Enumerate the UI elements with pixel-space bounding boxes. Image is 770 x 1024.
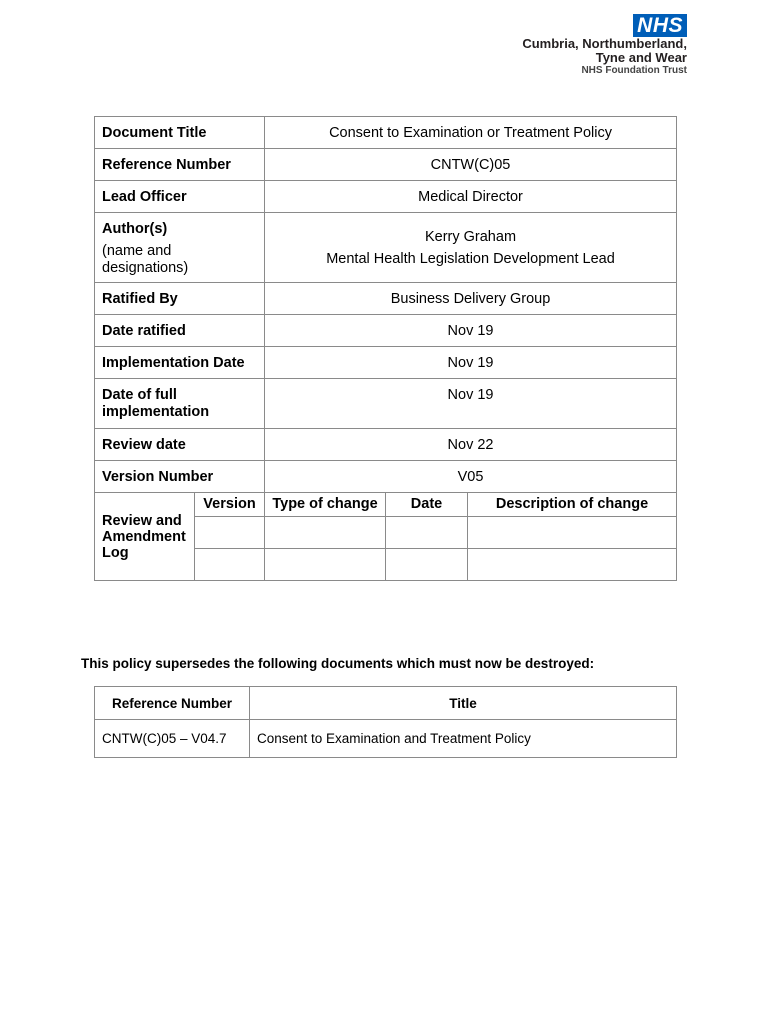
authors-sublabel-line-1: (name and [102, 243, 172, 259]
trust-logo [522, 14, 687, 76]
authors-sublabel-line-2: designations) [102, 260, 189, 276]
author-name: Kerry Graham [424, 228, 517, 245]
amendment-log-header-row [95, 493, 677, 517]
row-version-number [95, 461, 677, 493]
lead-officer-value: Medical Director [265, 181, 677, 213]
version-number-label: Version Number [95, 461, 265, 493]
log-col-version: Version [195, 493, 265, 517]
log-col-date: Date [386, 493, 468, 517]
amendment-log-label [95, 493, 195, 581]
authors-value [265, 213, 677, 283]
row-lead-officer [95, 181, 677, 213]
log-cell [386, 517, 468, 549]
log-cell [265, 517, 386, 549]
amendment-log-label-line-3: Log [102, 544, 129, 561]
row-full-implementation [95, 379, 677, 429]
supersedes-note: This policy supersedes the following documents which must now be destroyed: [81, 656, 595, 671]
full-implementation-value: Nov 19 [265, 379, 677, 429]
superseded-header-row [95, 687, 677, 720]
document-control-table [94, 116, 677, 581]
log-col-description: Description of change [468, 493, 677, 517]
version-number-value: V05 [265, 461, 677, 493]
row-document-title [95, 117, 677, 149]
nhs-logo: NHS [633, 14, 687, 37]
review-date-label: Review date [95, 429, 265, 461]
row-date-ratified [95, 315, 677, 347]
authors-label: Author(s) [102, 221, 168, 237]
date-ratified-value: Nov 19 [265, 315, 677, 347]
row-ratified-by [95, 283, 677, 315]
document-title-value: Consent to Examination or Treatment Policy [265, 117, 677, 149]
trust-name-line-1: Cumbria, Northumberland, [522, 36, 687, 51]
log-cell [386, 549, 468, 581]
authors-cell [95, 213, 265, 283]
full-implementation-label-line-2: implementation [102, 404, 210, 420]
reference-number-label: Reference Number [95, 149, 265, 181]
log-cell [195, 549, 265, 581]
row-authors [95, 213, 677, 283]
amendment-log-label-line-2: Amendment [102, 528, 186, 545]
trust-name-line-3: NHS Foundation Trust [581, 65, 687, 76]
document-title-label: Document Title [95, 117, 265, 149]
row-implementation-date [95, 347, 677, 379]
implementation-date-value: Nov 19 [265, 347, 677, 379]
review-date-value: Nov 22 [265, 429, 677, 461]
authors-sublabel [102, 243, 258, 277]
trust-name-line-2: Tyne and Wear [595, 50, 687, 65]
superseded-title: Consent to Examination and Treatment Policy [250, 720, 677, 758]
log-col-type-of-change: Type of change [265, 493, 386, 517]
reference-number-value: CNTW(C)05 [265, 149, 677, 181]
superseded-col-reference: Reference Number [95, 687, 250, 720]
row-reference-number [95, 149, 677, 181]
log-cell [195, 517, 265, 549]
author-designation: Mental Health Legislation Development Lead [326, 250, 615, 267]
log-cell [468, 549, 677, 581]
amendment-log-label-line-1: Review and [102, 512, 182, 529]
full-implementation-label-line-1: Date of full [102, 387, 177, 403]
log-cell [468, 517, 677, 549]
ratified-by-label: Ratified By [95, 283, 265, 315]
row-review-date [95, 429, 677, 461]
full-implementation-label [95, 379, 265, 429]
superseded-reference: CNTW(C)05 – V04.7 [95, 720, 250, 758]
superseded-col-title: Title [250, 687, 677, 720]
log-cell [265, 549, 386, 581]
table-row [95, 720, 677, 758]
implementation-date-label: Implementation Date [95, 347, 265, 379]
ratified-by-value: Business Delivery Group [265, 283, 677, 315]
date-ratified-label: Date ratified [95, 315, 265, 347]
lead-officer-label: Lead Officer [95, 181, 265, 213]
superseded-documents-table [94, 686, 677, 758]
